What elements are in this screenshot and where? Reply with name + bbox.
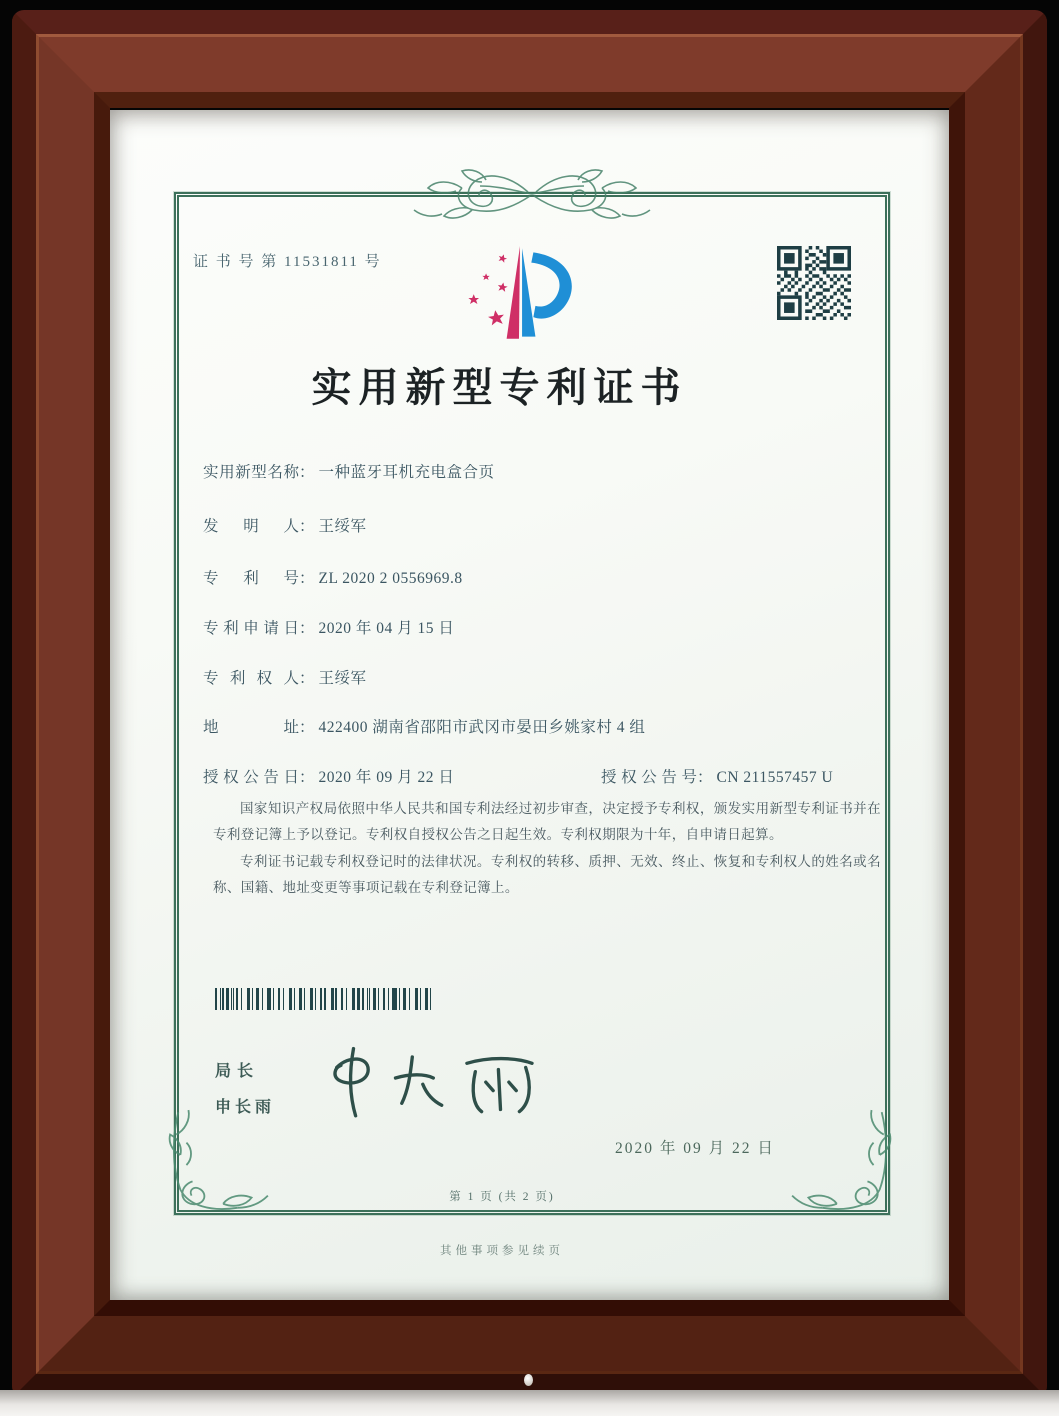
issue-date: 2020 年 09 月 22 日 bbox=[615, 1140, 775, 1157]
cnipa-logo-icon bbox=[440, 240, 600, 348]
commissioner-title: 局长 bbox=[215, 1063, 260, 1080]
field-colon: ： bbox=[299, 769, 315, 786]
field-row-patent-no bbox=[203, 566, 889, 588]
field-value: 422400 湖南省邵阳市武冈市晏田乡姚家村 4 组 bbox=[318, 719, 646, 736]
field-colon: ： bbox=[299, 570, 315, 587]
field-colon: ： bbox=[697, 769, 713, 786]
barcode-icon bbox=[215, 988, 431, 1010]
page-number: 第 1 页 (共 2 页) bbox=[449, 1191, 555, 1203]
handwritten-signature-icon bbox=[322, 1036, 574, 1120]
certificate-title: 实用新型专利证书 bbox=[311, 365, 688, 410]
field-value: 王绥军 bbox=[318, 670, 367, 687]
field-value: 2020 年 09 月 22 日 bbox=[318, 769, 455, 786]
field-colon: ： bbox=[299, 620, 315, 637]
certificate-paper bbox=[110, 110, 949, 1300]
field-label: 专利申请日 bbox=[203, 620, 299, 637]
field-colon: ： bbox=[299, 464, 315, 481]
field-label: 授权公告日 bbox=[203, 769, 299, 786]
field-value: CN 211557457 U bbox=[716, 769, 834, 786]
field-label: 实用新型名称 bbox=[203, 464, 299, 481]
field-label: 地址 bbox=[203, 719, 299, 736]
frame-stand-knob bbox=[524, 1374, 533, 1386]
field-colon: ： bbox=[299, 719, 315, 736]
field-value: 王绥军 bbox=[318, 518, 367, 535]
legal-text bbox=[213, 796, 881, 901]
field-label: 发明人 bbox=[203, 518, 299, 535]
field-label: 专利权人 bbox=[203, 670, 299, 687]
field-label: 专利号 bbox=[203, 570, 299, 587]
field-value: 2020 年 04 月 15 日 bbox=[318, 620, 455, 637]
field-group-grant-no bbox=[601, 765, 833, 787]
field-label: 授权公告号 bbox=[601, 769, 697, 786]
footer-note: 其他事项参见续页 bbox=[440, 1245, 564, 1257]
field-row-patentee bbox=[203, 666, 889, 688]
field-colon: ： bbox=[299, 518, 315, 535]
table-surface bbox=[0, 1390, 1059, 1416]
field-row-filing-date bbox=[203, 616, 889, 638]
commissioner-name: 申长雨 bbox=[215, 1099, 276, 1116]
legal-paragraph-2: 专利证书记载专利权登记时的法律状况。专利权的转移、质押、无效、终止、恢复和专利权人的姓名或名称、国籍、地址变更等事项记载在专利登记簿上。 bbox=[213, 853, 881, 895]
qr-code-icon bbox=[777, 246, 851, 320]
field-colon: ： bbox=[299, 670, 315, 687]
field-value: 一种蓝牙耳机充电盒合页 bbox=[318, 464, 495, 481]
field-row-grant bbox=[203, 765, 889, 787]
certificate-number: 证 书 号 第 11531811 号 bbox=[193, 254, 382, 270]
field-row-name bbox=[203, 460, 889, 482]
legal-paragraph-1: 国家知识产权局依照中华人民共和国专利法经过初步审查，决定授予专利权，颁发实用新型专利证书并在专利登记簿上予以登记。专利权自授权公告之日起生效。专利权期限为十年，自申请日起算。 bbox=[213, 801, 881, 843]
field-row-inventor bbox=[203, 514, 889, 536]
field-value: ZL 2020 2 0556969.8 bbox=[318, 570, 463, 587]
field-row-address bbox=[203, 715, 889, 737]
